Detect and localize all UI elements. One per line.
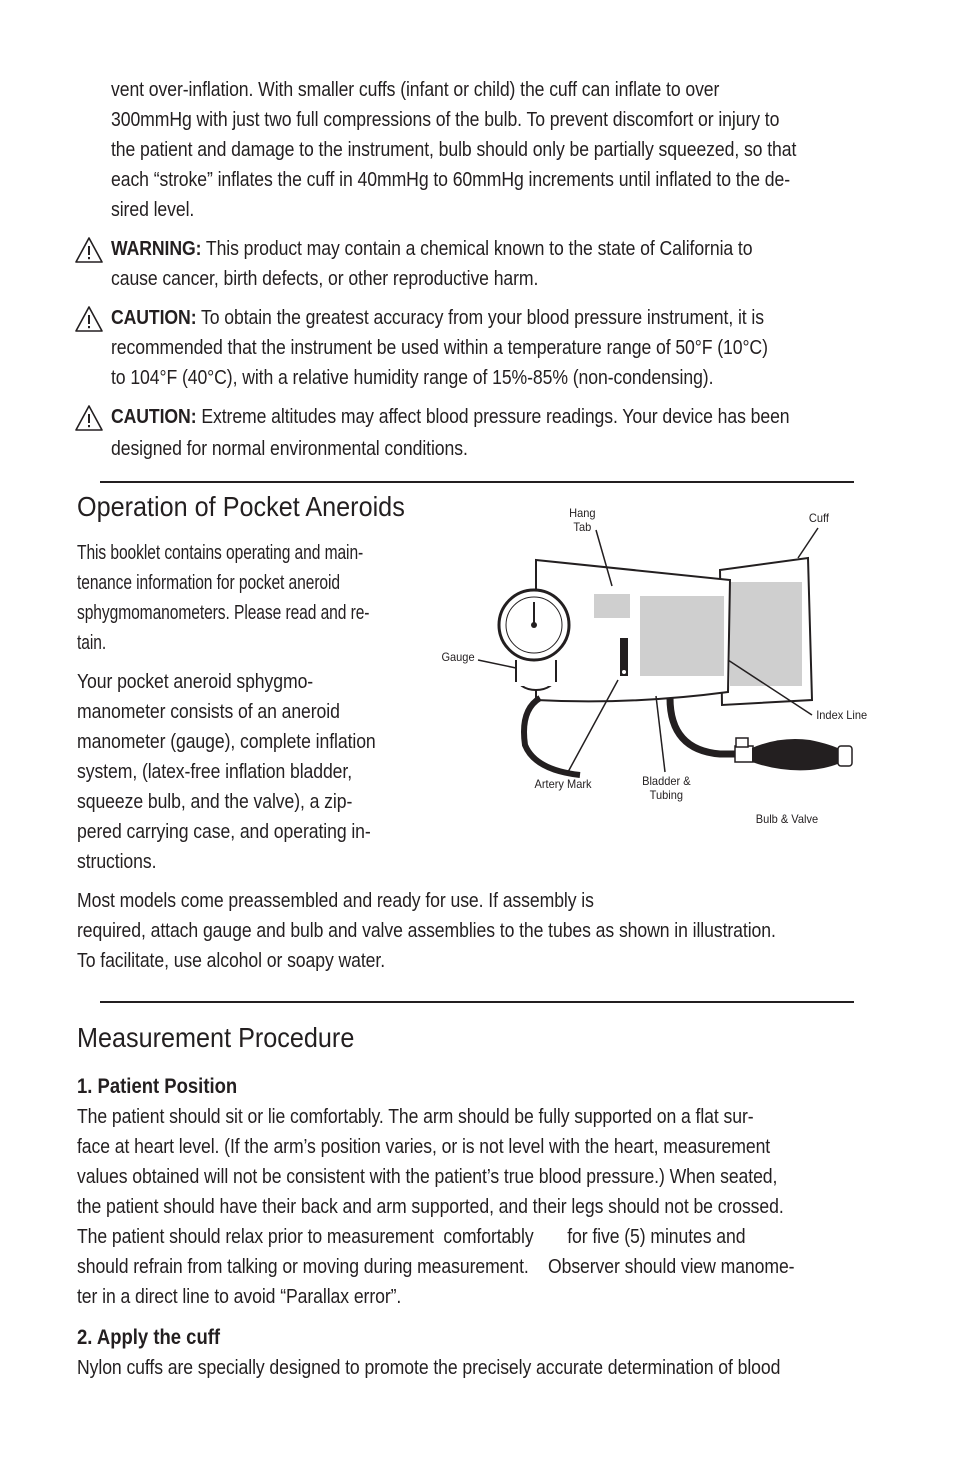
index-line-label: Index Line bbox=[816, 708, 868, 722]
paragraph-line: sphygmomanometers. Please read and re- bbox=[77, 601, 370, 624]
hang-tab-label bbox=[569, 506, 595, 534]
label-line: Bladder & bbox=[642, 774, 691, 788]
paragraph-line: The patient should sit or lie comfortably. The arm should be fully supported on a flat sur- bbox=[77, 1105, 754, 1128]
paragraph-line: system, (latex-free inflation bladder, bbox=[77, 760, 353, 783]
caution-triangle-icon bbox=[74, 305, 104, 333]
caution-2-line-2: designed for normal environmental conditions. bbox=[111, 437, 468, 460]
gauge-label: Gauge bbox=[441, 650, 475, 664]
step-2-title: 2. Apply the cuff bbox=[77, 1326, 221, 1349]
paragraph-line: To facilitate, use alcohol or soapy water. bbox=[77, 949, 386, 972]
warning-label: WARNING: bbox=[111, 237, 202, 260]
intro-line: each “stroke” inflates the cuff in 40mmHg to 60mmHg increments until inflated to the de- bbox=[111, 168, 791, 191]
intro-line: vent over-inflation. With smaller cuffs (infant or child) the cuff can inflate to over bbox=[111, 78, 720, 101]
section-divider bbox=[100, 481, 854, 483]
caution-1-line-2: recommended that the instrument be used within a temperature range of 50°F (10°C) bbox=[111, 336, 768, 359]
paragraph-line: pered carrying case, and operating in- bbox=[77, 820, 371, 843]
section-divider bbox=[100, 1001, 854, 1003]
paragraph-line: Most models come preassembled and ready for use. If assembly is bbox=[77, 889, 594, 912]
caution-1-text bbox=[111, 303, 764, 333]
paragraph-line: tenance information for pocket aneroid bbox=[77, 571, 341, 594]
sphygmomanometer-diagram bbox=[430, 500, 880, 840]
paragraph-line: tain. bbox=[77, 631, 107, 654]
operation-heading: Operation of Pocket Aneroids bbox=[77, 491, 405, 522]
artery-mark-label: Artery Mark bbox=[534, 777, 592, 791]
label-line: Tubing bbox=[649, 788, 684, 802]
paragraph-line: structions. bbox=[77, 850, 157, 873]
paragraph-line: squeeze bulb, and the valve), a zip- bbox=[77, 790, 353, 813]
caution-triangle-icon bbox=[74, 404, 104, 432]
step-1-title: 1. Patient Position bbox=[77, 1075, 238, 1098]
caution-1-label: CAUTION: bbox=[111, 306, 197, 329]
paragraph-line: manometer consists of an aneroid bbox=[77, 700, 340, 723]
intro-line: 300mmHg with just two full compressions of the bulb. To prevent discomfort or injury to bbox=[111, 108, 780, 131]
caution-2-text bbox=[111, 402, 790, 432]
caution-1-line-3: to 104°F (40°C), with a relative humidity range of 15%-85% (non-condensing). bbox=[111, 366, 714, 389]
paragraph-line: The patient should relax prior to measurement comfortably for five (5) minutes and bbox=[77, 1225, 746, 1248]
paragraph-line: Your pocket aneroid sphygmo- bbox=[77, 670, 314, 693]
paragraph-line: should refrain from talking or moving during measurement. Observer should view manome- bbox=[77, 1255, 795, 1278]
warning-triangle-icon bbox=[74, 236, 104, 264]
paragraph-line: This booklet contains operating and main- bbox=[77, 541, 364, 564]
paragraph-line: required, attach gauge and bulb and valve assemblies to the tubes as shown in illustration. bbox=[77, 919, 776, 942]
intro-line: sired level. bbox=[111, 198, 195, 221]
caution-2-label: CAUTION: bbox=[111, 405, 197, 428]
paragraph-line: values obtained will not be consistent with the patient’s true blood pressure.) When seated, bbox=[77, 1165, 778, 1188]
paragraph-line: face at heart level. (If the arm’s position varies, or is not level with the heart, measurement bbox=[77, 1135, 771, 1158]
caution-1-line-1: To obtain the greatest accuracy from your blood pressure instrument, it is bbox=[196, 306, 764, 329]
label-line: Hang bbox=[569, 506, 596, 520]
paragraph-line: the patient should have their back and arm supported, and their legs should not be crossed. bbox=[77, 1195, 784, 1218]
warning-line-1: This product may contain a chemical known to the state of California to bbox=[201, 237, 753, 260]
paragraph-line: ter in a direct line to avoid “Parallax error”. bbox=[77, 1285, 402, 1308]
cuff-label: Cuff bbox=[808, 511, 829, 525]
intro-line: the patient and damage to the instrument, bulb should only be partially squeezed, so that bbox=[111, 138, 797, 161]
measurement-heading: Measurement Procedure bbox=[77, 1022, 355, 1053]
paragraph-line: manometer (gauge), complete inflation bbox=[77, 730, 376, 753]
bladder-tubing-label bbox=[642, 774, 690, 802]
caution-2-line-1: Extreme altitudes may affect blood pressure readings. Your device has been bbox=[196, 405, 790, 428]
label-line: Tab bbox=[573, 520, 592, 534]
warning-line-2: cause cancer, birth defects, or other reproductive harm. bbox=[111, 267, 539, 290]
bulb-valve-label: Bulb & Valve bbox=[755, 812, 819, 826]
paragraph-line: Nylon cuffs are specially designed to promote the precisely accurate determination of blood bbox=[77, 1356, 781, 1379]
warning-text bbox=[111, 234, 752, 264]
